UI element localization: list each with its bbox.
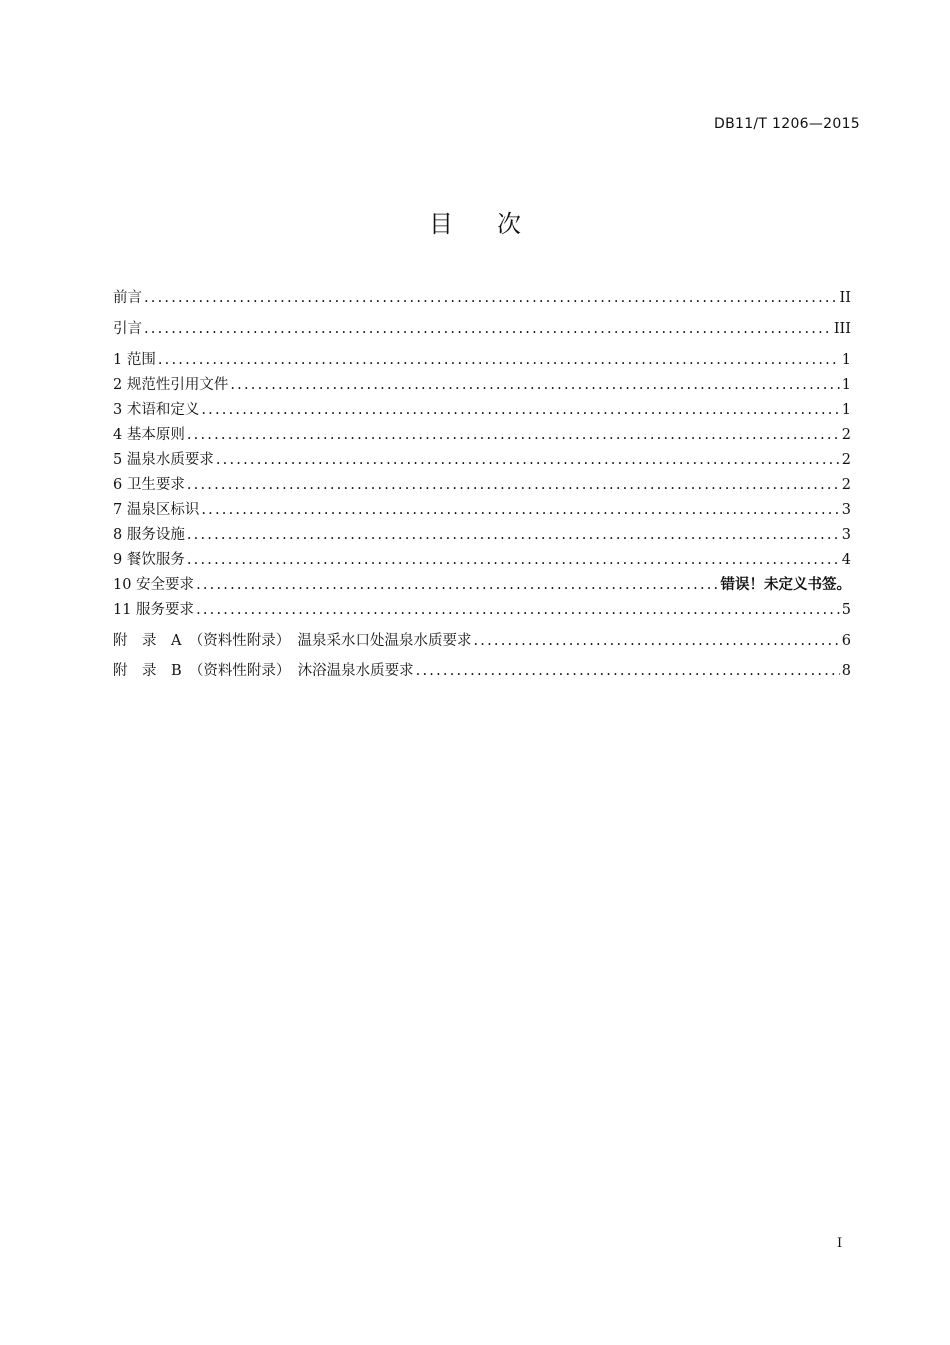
- toc-entry-label: 1 范围: [113, 352, 156, 368]
- toc-leader-dots: [201, 399, 839, 421]
- toc-entry-terms-definitions[interactable]: [113, 399, 851, 421]
- toc-leader-dots: [187, 424, 840, 446]
- toc-entry-catering[interactable]: [113, 549, 851, 571]
- toc-entry-page: III: [833, 321, 851, 337]
- toc-entry-page: 8: [841, 663, 851, 679]
- toc-entry-label: 2 规范性引用文件: [113, 377, 229, 393]
- toc-entry-label: 引言: [113, 321, 142, 337]
- toc-leader-dots: [144, 318, 832, 340]
- toc-entry-water-quality[interactable]: [113, 449, 851, 471]
- toc-entry-page: 2: [841, 452, 851, 468]
- toc-entry-hygiene[interactable]: [113, 474, 851, 496]
- toc-leader-dots: [416, 660, 840, 682]
- toc-leader-dots: [158, 349, 840, 371]
- toc-entry-label: 9 餐饮服务: [113, 552, 185, 568]
- toc-leader-dots: [196, 599, 840, 621]
- toc-leader-dots: [187, 524, 840, 546]
- toc-title: [0, 204, 950, 239]
- toc-leader-dots: [473, 630, 839, 652]
- toc-leader-dots: [187, 474, 840, 496]
- toc-leader-dots: [187, 549, 840, 571]
- toc-entry-basic-principles[interactable]: [113, 424, 851, 446]
- toc-entry-service[interactable]: [113, 599, 851, 621]
- toc-entry-label: 附 录 B （资料性附录） 沐浴温泉水质要求: [113, 663, 414, 679]
- toc-leader-dots: [216, 449, 840, 471]
- toc-entry-appendix-b[interactable]: [113, 660, 851, 682]
- document-code: DB11/T 1206—2015: [714, 116, 860, 132]
- toc-entry-label: 10 安全要求: [113, 577, 195, 593]
- toc-entry-normative-references[interactable]: [113, 374, 851, 396]
- toc-leader-dots: [144, 287, 838, 309]
- toc-entry-label: 6 卫生要求: [113, 477, 185, 493]
- toc-entry-page: II: [839, 290, 851, 306]
- toc-entry-page: 2: [841, 477, 851, 493]
- toc-entry-page: 3: [841, 527, 851, 543]
- toc-entry-page: 4: [841, 552, 851, 568]
- toc-entry-foreword[interactable]: [113, 287, 851, 309]
- toc-entry-label: 3 术语和定义: [113, 402, 200, 418]
- toc-entry-page: 1: [841, 402, 851, 418]
- toc-title-char-1: 目: [429, 210, 453, 238]
- toc-entry-scope[interactable]: [113, 349, 851, 371]
- toc-entry-label: 11 服务要求: [113, 602, 195, 618]
- toc-entry-label: 7 温泉区标识: [113, 502, 200, 518]
- toc-leader-dots: [230, 374, 839, 396]
- toc-entry-label: 4 基本原则: [113, 427, 185, 443]
- toc-entry-page: 2: [841, 427, 851, 443]
- toc-entry-introduction[interactable]: [113, 318, 851, 340]
- toc-entry-appendix-a[interactable]: [113, 630, 851, 652]
- toc-entry-page: 6: [841, 633, 851, 649]
- toc-entry-facilities[interactable]: [113, 524, 851, 546]
- toc-entry-label: 前言: [113, 290, 142, 306]
- toc-entry-label: 5 温泉水质要求: [113, 452, 214, 468]
- toc-entry-page: 1: [841, 377, 851, 393]
- toc-entry-page: 1: [841, 352, 851, 368]
- toc-leader-dots: [196, 574, 718, 596]
- toc-entry-bookmark-error: 错误！未定义书签。: [720, 577, 851, 593]
- toc-entry-label: 8 服务设施: [113, 527, 185, 543]
- toc-leader-dots: [201, 499, 839, 521]
- toc-entry-safety[interactable]: [113, 574, 851, 596]
- toc-entry-label: 附 录 A （资料性附录） 温泉采水口处温泉水质要求: [113, 633, 472, 649]
- toc-entry-page: 3: [841, 502, 851, 518]
- toc-entry-signage[interactable]: [113, 499, 851, 521]
- toc-entry-page: 5: [841, 602, 851, 618]
- toc-title-char-2: 次: [497, 210, 521, 238]
- page-number: I: [837, 1236, 843, 1251]
